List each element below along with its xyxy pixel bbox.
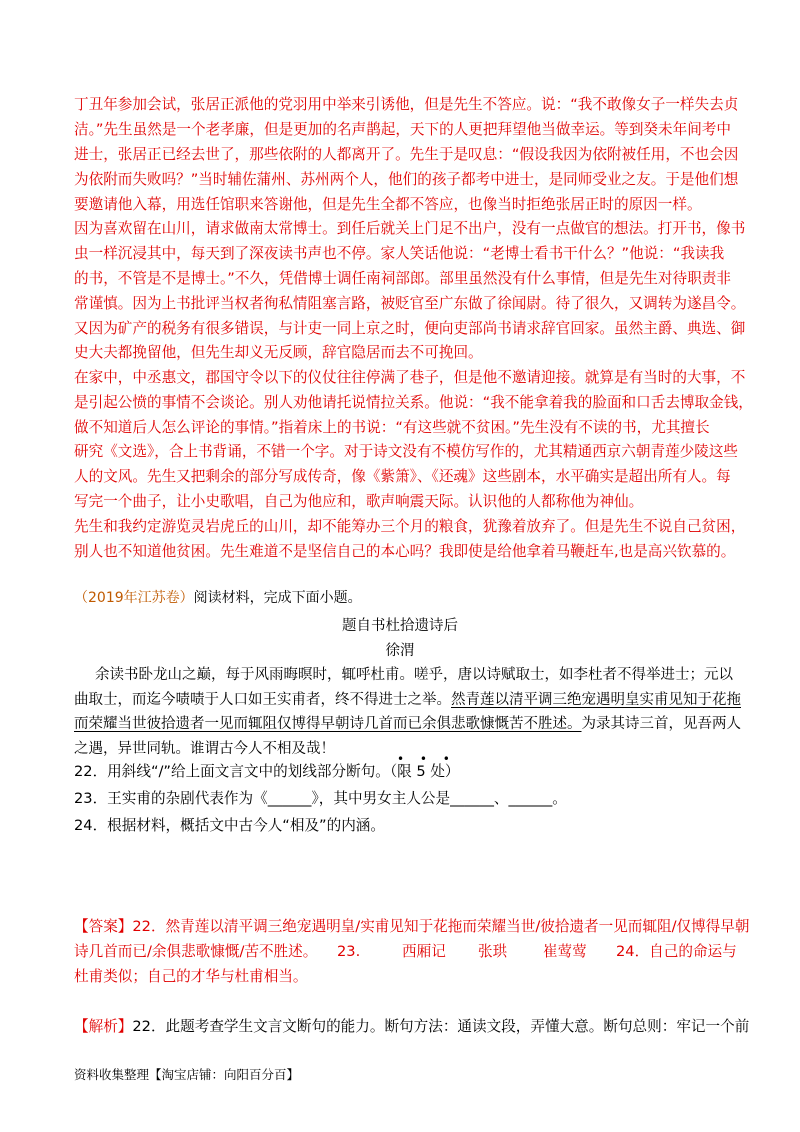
answer-line <box>74 942 737 962</box>
answer-line: 杜甫类似；自己的才华与杜甫相当。 <box>74 968 308 985</box>
answer-line <box>74 917 749 937</box>
translation-line: 做不知道后人怎么评论的事情。”指着床上的书说：“有这些就不贫困。”先生没有不读的书，尤其擅长 <box>74 419 710 436</box>
page-footer: 资料收集整理【淘宝店铺：向阳百分百】 <box>74 1067 300 1082</box>
translation-line: 丁丑年参加会试，张居正派他的党羽用中举来引诱他，但是先生不答应。说：“我不敢像女子一样失去贞 <box>74 96 739 113</box>
poem-title: 题自书杜拾遗诗后 <box>342 618 458 634</box>
analysis-text: 22．此题考查学生文言文断句的能力。断句方法：通读文段，弄懂大意。断句总则：牢记一个前 <box>132 1018 750 1035</box>
answer-23-female: 崔莺莺 <box>543 943 587 960</box>
emphasis-dots: • • • <box>397 752 456 766</box>
translation-line: 因为喜欢留在山川，请求做南太常博士。到任后就关上门足不出户，没有一点做官的想法。打开书，像书 <box>74 220 746 237</box>
answer-text: 22．然青莲以清平调三绝宠遇明皇/实甫见知于花拖而荣耀当世/彼拾遗者一见而辄阻/仅博得早朝 <box>132 918 750 935</box>
translation-line: 别人也不知道他贫困。先生难道不是坚信自己的本心吗？我即使是给他拿着马鞭赶车,也是高兴钦慕的。 <box>74 543 736 560</box>
classical-text-line <box>74 712 741 733</box>
translation-line: 进士，张居正已经去世了，那些依附的人都离开了。先生于是叹息：“假设我因为依附被任用，不也会因 <box>74 146 739 163</box>
classical-text-line <box>74 688 741 709</box>
poem-author: 徐渭 <box>385 643 415 659</box>
translation-line: 在家中，中丞惠文，郡国守令以下的仪仗往往停满了巷子，但是他不邀请迎接。就算是有当时的大事，不 <box>74 369 746 386</box>
translation-line: 写完一个曲子，让小史歌唱，自己为他应和，歌声响震天际。认识他的人都称他为神仙。 <box>74 493 644 510</box>
question-24: 24．根据材料，概括文中古今人“相及”的内涵。 <box>74 817 385 834</box>
translation-line: 的书，不管是不是博士。”不久，凭借博士调任南祠部郎。部里虽然没有什么事情，但是先生对待职责非 <box>74 270 731 287</box>
classical-text-underlined: 然青莲以清平调三绝宠遇明皇实甫见知于花拖 <box>451 692 741 708</box>
answer-23-male: 张珙 <box>478 943 508 960</box>
answer-text: 诗几首而已/余俱悲歌慷慨/苦不胜述。 <box>74 943 318 960</box>
translation-line: 洁。”先生虽然是一个老孝廉，但是更加的名声鹊起，天下的人更把拜望他当做幸运。等到癸未年间考中 <box>74 121 731 138</box>
question-header <box>74 588 362 608</box>
classical-text-underlined: 而荣耀当世彼拾遗者一见而辄阻仅博得早朝诗几首而已余俱悲歌慷慨苦不胜述。 <box>74 716 582 732</box>
instruction-text: 阅读材料，完成下面小题。 <box>193 590 362 606</box>
question-22: 22．用斜线“/”给上面文言文中的划线部分断句。（限 5 处） <box>74 763 460 780</box>
translation-line: 常谨慎。因为上书批评当权者徇私情阻塞言路，被贬官至广东做了徐闻尉。待了很久，又调转为遂昌令。 <box>74 295 746 312</box>
classical-text-plain: 为录其诗三首，见吾两人 <box>581 716 741 732</box>
answer-23-number: 23. <box>337 943 361 960</box>
classical-text-plain: 曲取士，而迄今啧啧于人口如王实甫者，终不得进士之举。 <box>74 692 451 708</box>
classical-text-line: 余读书卧龙山之巅，每于风雨晦暝时，辄呼杜甫。嗟乎，唐以诗赋取士，如李杜者不得举进士；元以 <box>95 667 733 683</box>
answer-23-play: 西厢记 <box>402 943 446 960</box>
translation-line: 是引起公愤的事情不会谈论。别人劝他请托说情拉关系。他说：“我不能拿着我的脸面和口舌去博取金钱， <box>74 394 753 411</box>
translation-line: 研究《文选》，合上书背诵，不错一个字。对于诗文没有不模仿写作的，尤其精通西京六朝青莲少陵这些 <box>74 443 739 460</box>
source-label: （2019年江苏卷） <box>74 590 194 606</box>
translation-line: 虫一样沉浸其中，每天到了深夜读书声也不停。家人笑话他说：“老博士看书干什么？”他说：“我读我 <box>74 245 725 262</box>
translation-line: 人的文风。先生又把剩余的部分写成传奇，像《紫箫》、《还魂》这些剧本，水平确实是超出所有人。每 <box>74 468 731 485</box>
analysis-line <box>74 1017 749 1037</box>
question-23: 23．王实甫的杂剧代表作为《______》，其中男女主人公是______、______。 <box>74 790 567 807</box>
answer-label: 【答案】 <box>74 918 133 935</box>
translation-line: 先生和我约定游览灵岩虎丘的山川，却不能筹办三个月的粮食，犹豫着放弃了。但是先生不说自己贫困， <box>74 518 746 535</box>
classical-text-line: 之遇，异世同轨。谁谓古今人不相及哉！ <box>74 741 335 757</box>
answer-24-text: 24．自己的命运与 <box>616 943 737 960</box>
translation-line: 为依附而失败吗？”当时辅佐蒲州、苏州两个人，他们的孩子都考中进士，是同师受业之友。于是他们想 <box>74 171 739 188</box>
analysis-label: 【解析】 <box>74 1018 133 1035</box>
translation-line: 史大夫都挽留他，但先生却义无反顾，辞官隐居而去不可挽回。 <box>74 344 483 361</box>
translation-line: 又因为矿产的税务有很多错误，与计吏一同上京之时，便向吏部尚书请求辞官回家。虽然主爵、典选、御 <box>74 320 746 337</box>
translation-line: 要邀请他入幕，用选任馆职来答谢他，但是先生全都不答应，也像当时拒绝张居正时的原因一样。 <box>74 196 702 213</box>
